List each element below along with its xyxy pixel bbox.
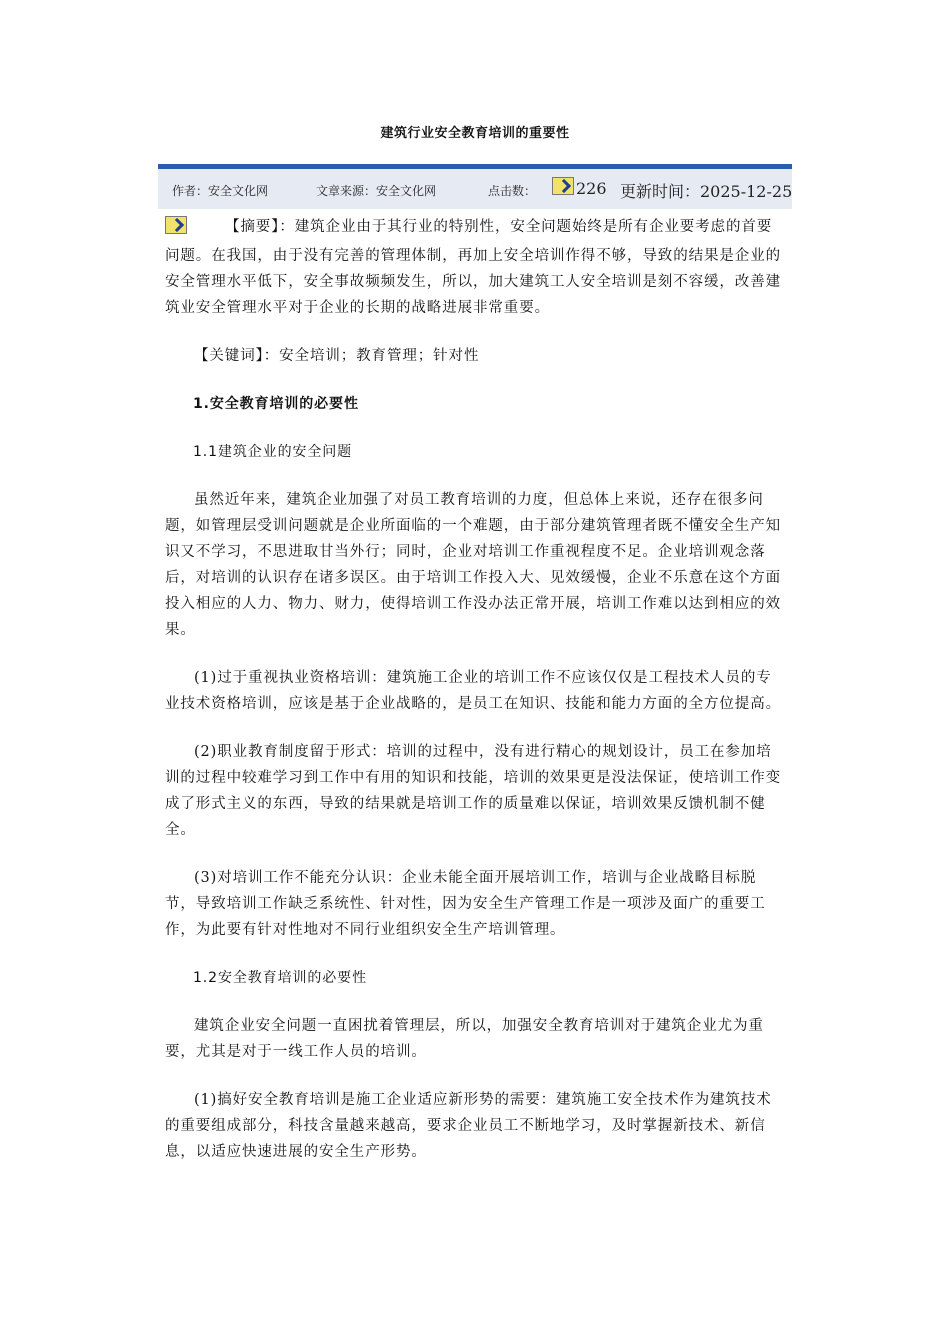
section-heading: 1.安全教育培训的必要性: [193, 396, 359, 412]
body-paragraph: (1)搞好安全教育培训是施工企业适应新形势的需要：建筑施工安全技术作为建筑技术的重要组成部分，科技含量越来越高，要求企业员工不断地学习，及时掌握新技术、新信息，以适应快速进展的安全生产形势。: [165, 1092, 772, 1160]
author-label: 作者：安全文化网: [172, 184, 269, 198]
updated-time: 更新时间：2025-12-25: [620, 182, 793, 201]
body-paragraph: (2)职业教育制度留于形式：培训的过程中，没有进行精心的规划设计，员工在参加培训的过程中较难学习到工作中有用的知识和技能，培训的效果更是没法保证，使培训工作变成了形式主义的东西，导致的结果就是培训工作的质量难以保证，培训效果反馈机制不健全。: [165, 744, 781, 838]
article-body: [165, 214, 785, 1187]
body-paragraph: (1)过于重视执业资格培训：建筑施工企业的培训工作不应该仅仅是工程技术人员的专业技术资格培训，应该是基于企业战略的，是员工在知识、技能和能力方面的全方位提高。: [165, 670, 781, 712]
source-label: 文章来源：安全文化网: [316, 184, 437, 198]
article-meta-bar: [158, 169, 792, 209]
comment-bubble-icon: [165, 216, 187, 243]
clicks-count: 226: [576, 179, 607, 198]
subsection-heading: 1.1建筑企业的安全问题: [193, 444, 353, 460]
body-paragraph: 虽然近年来，建筑企业加强了对员工教育培训的力度，但总体上来说，还存在很多问题，如管理层受训问题就是企业所面临的一个难题，由于部分建筑管理者既不懂安全生产知识又不学习，不思进取甘当外行；同时，企业对培训工作重视程度不足。企业培训观念落后，对培训的认识存在诸多误区。由于培训工作投入大、见效缓慢，企业不乐意在这个方面投入相应的人力、物力、财力，使得培训工作没办法正常开展，培训工作难以达到相应的效果。: [165, 492, 781, 638]
clicks-label: 点击数：: [488, 184, 537, 198]
page-title: 建筑行业安全教育培训的重要性: [380, 126, 570, 141]
keywords: 【关键词】：安全培训；教育管理；针对性: [194, 348, 480, 364]
abstract-text: 【摘要】：建筑企业由于其行业的特别性，安全问题始终是所有企业要考虑的首要问题。在我国，由于没有完善的管理体制，再加上安全培训作得不够，导致的结果是企业的安全管理水平低下，安全事故频频发生，所以，加大建筑工人安全培训是刻不容缓，改善建筑业安全管理水平对于企业的长期的战略进展非常重要。: [165, 219, 781, 316]
subsection-heading: 1.2安全教育培训的必要性: [193, 970, 367, 986]
abstract-paragraph: [165, 214, 785, 321]
body-paragraph: (3)对培训工作不能充分认识：企业未能全面开展培训工作，培训与企业战略目标脱节，导致培训工作缺乏系统性、针对性，因为安全生产管理工作是一项涉及面广的重要工作，为此要有针对性地对不同行业组织安全生产培训管理。: [165, 870, 766, 938]
body-paragraph: 建筑企业安全问题一直困扰着管理层，所以，加强安全教育培训对于建筑企业尤为重要，尤其是对于一线工作人员的培训。: [165, 1018, 764, 1060]
